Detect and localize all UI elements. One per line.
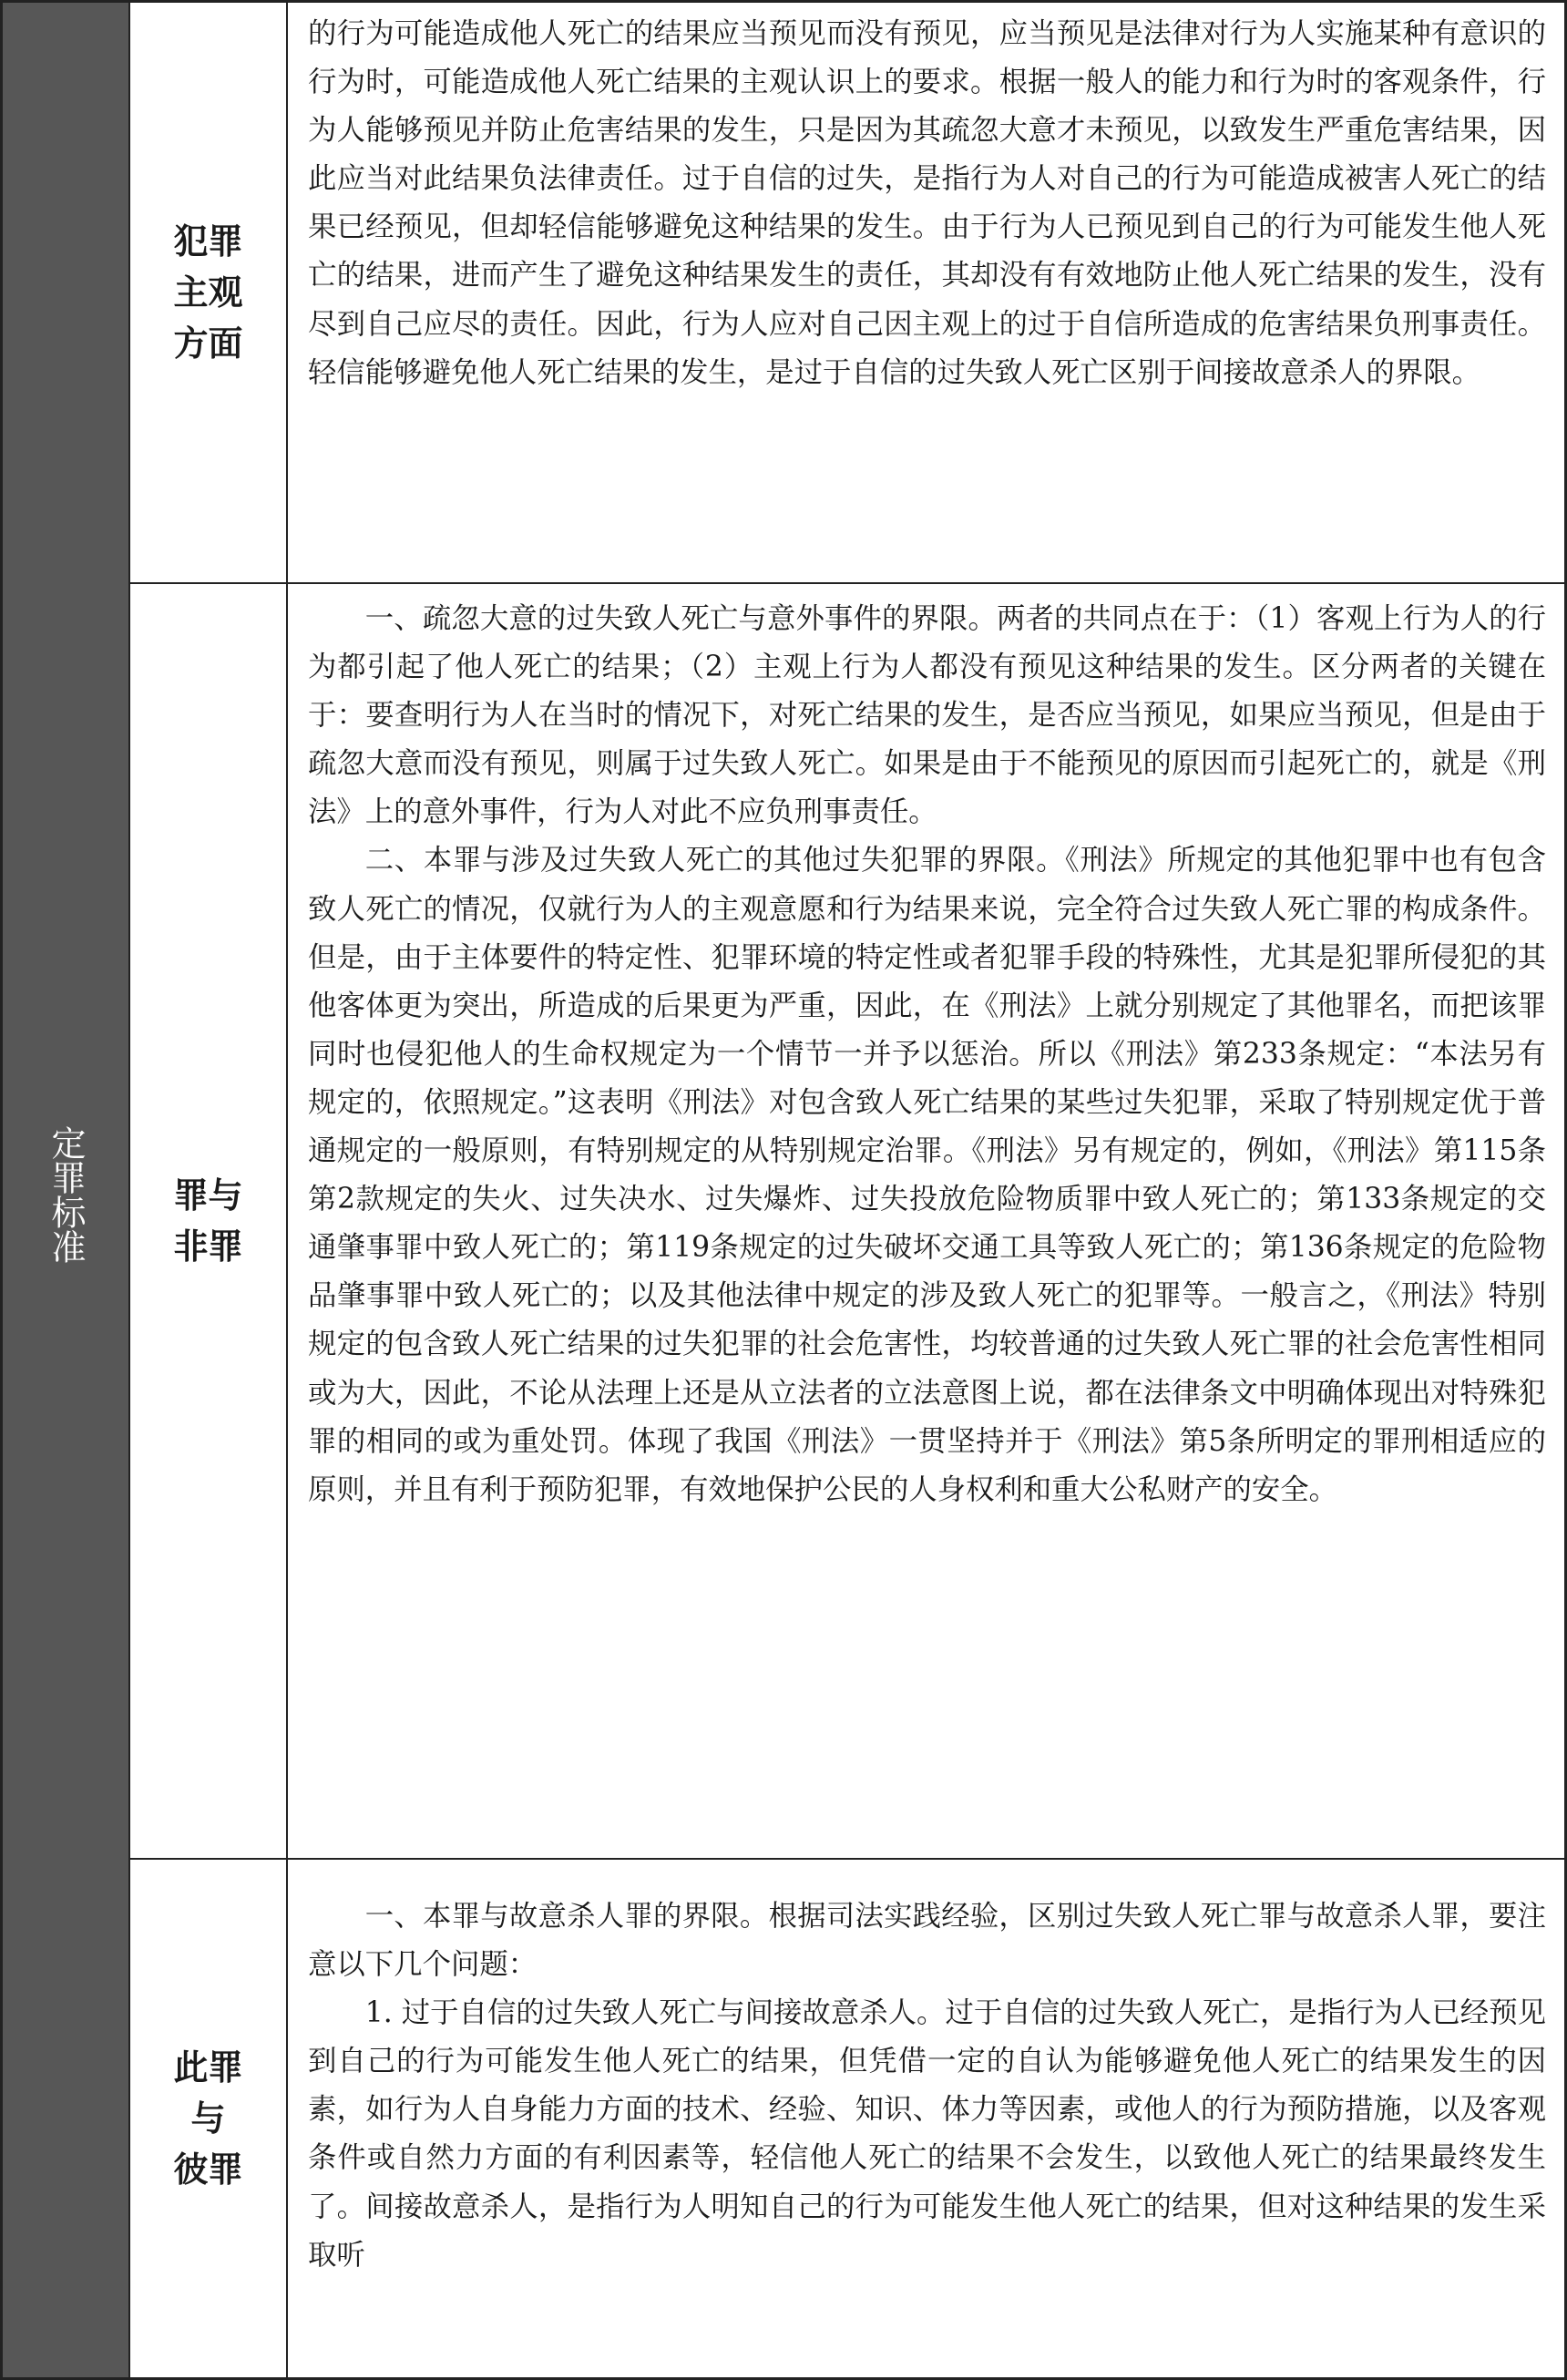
side-category-title: 定罪标准: [46, 1125, 86, 1264]
row-label-cell: [130, 1860, 288, 2377]
paragraph: 一、本罪与故意杀人罪的界限。根据司法实践经验，区别过失致人死亡罪与故意杀人罪，要注意以下几个问题：: [308, 1900, 1546, 1982]
row-label-this-crime-vs-other: 此罪 与 彼罪: [173, 2047, 243, 2190]
row-label-subjective-aspect: 犯罪 主观 方面: [173, 221, 243, 364]
table-row-crime-or-not: [130, 584, 1564, 1860]
paragraph: 二、本罪与涉及过失致人死亡的其他过失犯罪的界限。《刑法》所规定的其他犯罪中也有包含致人死亡的情况，仅就行为人的主观意愿和行为结果来说，完全符合过失致人死亡罪的构成条件。但是，由于主体要件的特定性、犯罪环境的特定性或者犯罪手段的特殊性，尤其是犯罪所侵犯的其他客体更为突出，所造成的后果更为严重，因此，在《刑法》上就分别规定了其他罪名，而把该罪同时也侵犯他人的生命权规定为一个情节一并予以惩治。所以《刑法》第233条规定：“本法另有规定的，依照规定。”这表明《刑法》对包含致人死亡结果的某些过失犯罪，采取了特别规定优于普通规定的一般原则，有特别规定的从特别规定治罪。《刑法》另有规定的，例如，《刑法》第115条第2款规定的失火、过失决水、过失爆炸、过失投放危险物质罪中致人死亡的；第133条规定的交通肇事罪中致人死亡的；第119条规定的过失破坏交通工具等致人死亡的；第136条规定的危险物品肇事罪中致人死亡的；以及其他法律中规定的涉及致人死亡的犯罪等。一般言之，《刑法》特别规定的包含致人死亡结果的过失犯罪的社会危害性，均较普通的过失致人死亡罪的社会危害性相同或为大，因此，不论从法理上还是从立法者的立法意图上说，都在法律条文中明确体现出对特殊犯罪的相同的或为重处罚。体现了我国《刑法》一贯坚持并于《刑法》第5条所明定的罪刑相适应的原则，并且有利于预防犯罪，有效地保护公民的人身权利和重大公私财产的安全。: [308, 844, 1546, 1506]
table-row-this-crime-vs-other: [130, 1860, 1564, 2377]
row-content-cell: [288, 3, 1564, 582]
row-label-cell: [130, 3, 288, 582]
side-category-band: [3, 3, 130, 2377]
paragraph: 一、疏忽大意的过失致人死亡与意外事件的界限。两者的共同点在于：（1）客观上行为人的行为都引起了他人死亡的结果；（2）主观上行为人都没有预见这种结果的发生。区分两者的关键在于：要查明行为人在当时的情况下，对死亡结果的发生，是否应当预见，如果应当预见，但是由于疏忽大意而没有预见，则属于过失致人死亡。如果是由于不能预见的原因而引起死亡的，就是《刑法》上的意外事件，行为人对此不应负刑事责任。: [308, 602, 1546, 829]
paragraph: 的行为可能造成他人死亡的结果应当预见而没有预见，应当预见是法律对行为人实施某种有意识的行为时，可能造成他人死亡结果的主观认识上的要求。根据一般人的能力和行为时的客观条件，行为人能够预见并防止危害结果的发生，只是因为其疏忽大意才未预见，以致发生严重危害结果，因此应当对此结果负法律责任。过于自信的过失，是指行为人对自己的行为可能造成被害人死亡的结果已经预见，但却轻信能够避免这种结果的发生。由于行为人已预见到自己的行为可能发生他人死亡的结果，进而产生了避免这种结果发生的责任，其却没有有效地防止他人死亡结果的发生，没有尽到自己应尽的责任。因此，行为人应对自己因主观上的过于自信所造成的危害结果负刑事责任。轻信能够避免他人死亡结果的发生，是过于自信的过失致人死亡区别于间接故意杀人的界限。: [308, 17, 1546, 389]
paragraph: 1. 过于自信的过失致人死亡与间接故意杀人。过于自信的过失致人死亡，是指行为人已经预见到自己的行为可能发生他人死亡的结果，但凭借一定的自认为能够避免他人死亡的结果发生的因素，如行为人自身能力方面的技术、经验、知识、体力等因素，或他人的行为预防措施，以及客观条件或自然力方面的有利因素等，轻信他人死亡的结果不会发生，以致他人死亡的结果最终发生了。间接故意杀人，是指行为人明知自己的行为可能发生他人死亡的结果，但对这种结果的发生采取听: [308, 1996, 1546, 2272]
table-row-subjective-aspect: [130, 3, 1564, 584]
row-label-crime-or-not: 罪与 非罪: [173, 1175, 243, 1267]
criteria-table: [130, 3, 1564, 2377]
row-content-cell: [288, 584, 1564, 1858]
row-content-cell: [288, 1860, 1564, 2377]
row-label-cell: [130, 584, 288, 1858]
